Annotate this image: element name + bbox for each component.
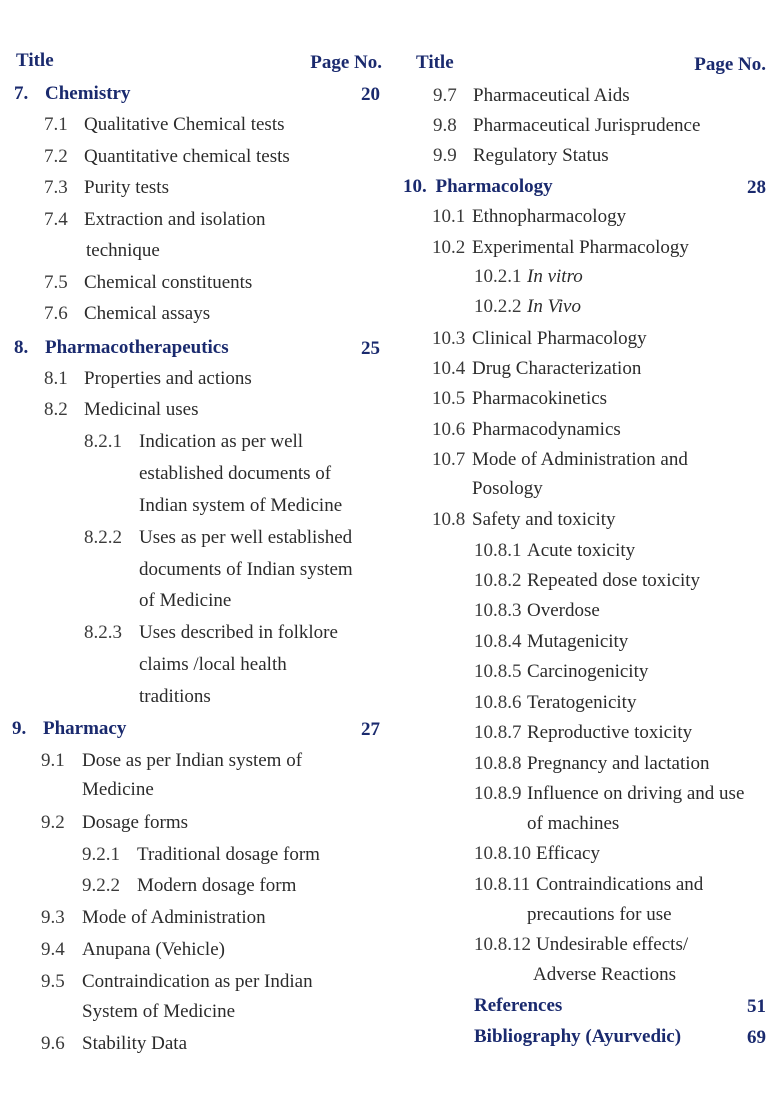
toc-entry[interactable] xyxy=(41,907,266,929)
toc-entry[interactable] xyxy=(474,661,648,683)
entry-number: 10.2 xyxy=(432,237,466,258)
entry-text: Pharmaceutical Jurisprudence xyxy=(473,115,701,136)
entry-text: Influence on driving and use xyxy=(527,783,745,804)
column-header-page: Page No. xyxy=(310,52,382,73)
toc-entry[interactable] xyxy=(474,783,744,805)
entry-text: Acute toxicity xyxy=(527,540,636,561)
entry-text: Stability Data xyxy=(82,1033,188,1054)
entry-number: 9.2.1 xyxy=(82,844,120,865)
toc-entry[interactable] xyxy=(44,146,290,168)
entry-text: Drug Characterization xyxy=(472,358,642,379)
entry-number: 10.4 xyxy=(432,358,466,379)
toc-entry[interactable] xyxy=(474,570,700,592)
toc-entry[interactable] xyxy=(432,419,621,441)
toc-entry[interactable] xyxy=(84,622,338,644)
entry-continuation: Medicine xyxy=(82,779,154,800)
entry-text: Repeated dose toxicity xyxy=(527,570,701,591)
entry-text: Mutagenicity xyxy=(527,631,629,652)
entry-continuation: Indian system of Medicine xyxy=(139,495,343,516)
entry-text: Reproductive toxicity xyxy=(527,722,693,743)
entry-text: Pharmacodynamics xyxy=(472,419,621,440)
toc-entry[interactable] xyxy=(474,631,628,653)
entry-number: 10.8.12 xyxy=(474,934,531,955)
entry-text: Uses as per well established xyxy=(139,527,353,548)
entry-number: 10.5 xyxy=(432,388,466,409)
section-title: Pharmacology xyxy=(435,176,553,197)
entry-text: Chemical assays xyxy=(84,303,211,324)
entry-number: 10.8.1 xyxy=(474,540,522,561)
toc-section-pharmacology[interactable] xyxy=(403,176,553,198)
section-title: Bibliography (Ayurvedic) xyxy=(474,1026,682,1047)
toc-entry[interactable] xyxy=(432,237,689,259)
entry-number: 9.4 xyxy=(41,939,65,960)
toc-entry[interactable] xyxy=(44,272,252,294)
entry-number: 10.1 xyxy=(432,206,466,227)
entry-text: Extraction and isolation xyxy=(84,209,266,230)
entry-text: In Vivo xyxy=(527,296,581,317)
toc-entry[interactable] xyxy=(432,206,626,228)
entry-continuation: System of Medicine xyxy=(82,1001,236,1022)
section-page-number: 69 xyxy=(747,1027,766,1048)
entry-text: Qualitative Chemical tests xyxy=(84,114,285,135)
entry-number: 10.2.1 xyxy=(474,266,522,287)
toc-entry[interactable] xyxy=(433,115,700,137)
entry-number: 9.2 xyxy=(41,812,65,833)
entry-text: Pharmacokinetics xyxy=(472,388,608,409)
entry-number: 9.9 xyxy=(433,145,457,166)
toc-entry[interactable] xyxy=(474,692,636,714)
section-title: Chemistry xyxy=(45,83,131,104)
entry-text: Quantitative chemical tests xyxy=(84,146,290,167)
entry-number: 9.2.2 xyxy=(82,875,120,896)
toc-entry[interactable] xyxy=(432,449,688,471)
toc-entry[interactable] xyxy=(474,296,581,318)
toc-entry[interactable] xyxy=(41,750,302,772)
entry-number: 8.1 xyxy=(44,368,68,389)
entry-text: Experimental Pharmacology xyxy=(472,237,689,258)
entry-text: Indication as per well xyxy=(139,431,304,452)
toc-entry[interactable] xyxy=(44,209,266,231)
toc-section-chemistry[interactable] xyxy=(14,83,130,105)
entry-text: Carcinogenicity xyxy=(527,661,649,682)
toc-entry[interactable] xyxy=(474,266,583,288)
entry-continuation: precautions for use xyxy=(527,904,672,925)
entry-number: 10.8.11 xyxy=(474,874,531,895)
toc-entry[interactable] xyxy=(41,1033,187,1055)
toc-entry[interactable] xyxy=(44,114,285,136)
entry-number: 7.1 xyxy=(44,114,68,135)
entry-text: In vitro xyxy=(527,266,583,287)
entry-text: Pharmaceutical Aids xyxy=(473,85,630,106)
entry-number: 10.8.2 xyxy=(474,570,522,591)
entry-number: 10.8 xyxy=(432,509,466,530)
entry-text: Regulatory Status xyxy=(473,145,609,166)
entry-continuation: technique xyxy=(86,240,160,261)
entry-number: 8.2.2 xyxy=(84,527,122,548)
entry-text: Traditional dosage form xyxy=(137,844,320,865)
entry-number: 9.6 xyxy=(41,1033,65,1054)
entry-number: 8.2 xyxy=(44,399,68,420)
column-header-title: Title xyxy=(416,52,454,73)
entry-text: Properties and actions xyxy=(84,368,252,389)
entry-number: 7.5 xyxy=(44,272,68,293)
section-title: References xyxy=(474,995,563,1016)
column-header-title: Title xyxy=(16,50,54,71)
section-page-number: 51 xyxy=(747,996,766,1017)
toc-entry[interactable] xyxy=(474,934,688,956)
entry-text: Contraindications and xyxy=(536,874,704,895)
entry-number: 10.8.4 xyxy=(474,631,522,652)
entry-text: Pregnancy and lactation xyxy=(527,753,710,774)
entry-continuation: documents of Indian system xyxy=(139,559,353,580)
section-number: 8. xyxy=(14,337,29,358)
entry-number: 9.1 xyxy=(41,750,65,771)
toc-entry[interactable] xyxy=(41,812,188,834)
entry-text: Purity tests xyxy=(84,177,169,198)
entry-text: Uses described in folklore xyxy=(139,622,338,643)
entry-text: Undesirable effects/ xyxy=(536,934,689,955)
entry-number: 7.4 xyxy=(44,209,68,230)
toc-entry[interactable] xyxy=(84,527,352,549)
entry-text: Clinical Pharmacology xyxy=(472,328,647,349)
entry-number: 7.6 xyxy=(44,303,68,324)
toc-entry[interactable] xyxy=(44,399,199,421)
section-page-number: 20 xyxy=(361,84,380,105)
entry-number: 9.7 xyxy=(433,85,457,106)
entry-number: 10.7 xyxy=(432,449,466,470)
toc-section-bibliography[interactable] xyxy=(474,1026,681,1048)
entry-text: Contraindication as per Indian xyxy=(82,971,313,992)
section-page-number: 25 xyxy=(361,338,380,359)
column-header-page: Page No. xyxy=(694,54,766,75)
entry-continuation: of machines xyxy=(527,813,620,834)
entry-continuation: traditions xyxy=(139,686,211,707)
entry-text: Teratogenicity xyxy=(527,692,637,713)
toc-entry[interactable] xyxy=(432,388,607,410)
entry-continuation: Adverse Reactions xyxy=(533,964,676,985)
entry-number: 10.8.9 xyxy=(474,783,522,804)
entry-number: 10.8.8 xyxy=(474,753,522,774)
entry-number: 10.8.5 xyxy=(474,661,522,682)
entry-text: Ethnopharmacology xyxy=(472,206,627,227)
entry-continuation: of Medicine xyxy=(139,590,232,611)
toc-entry[interactable] xyxy=(41,971,313,993)
toc-entry[interactable] xyxy=(474,600,600,622)
entry-continuation: claims /local health xyxy=(139,654,287,675)
entry-number: 9.5 xyxy=(41,971,65,992)
section-number: 7. xyxy=(14,83,29,104)
entry-text: Chemical constituents xyxy=(84,272,253,293)
toc-entry[interactable] xyxy=(432,358,641,380)
toc-entry[interactable] xyxy=(474,874,703,896)
toc-entry[interactable] xyxy=(84,431,303,453)
toc-entry[interactable] xyxy=(41,939,225,961)
entry-number: 8.2.1 xyxy=(84,431,122,452)
section-number: 10. xyxy=(403,176,427,197)
toc-entry[interactable] xyxy=(44,177,169,199)
toc-entry[interactable] xyxy=(474,540,635,562)
entry-text: Efficacy xyxy=(536,843,600,864)
entry-text: Medicinal uses xyxy=(84,399,199,420)
entry-number: 9.8 xyxy=(433,115,457,136)
entry-number: 10.8.7 xyxy=(474,722,522,743)
entry-text: Dosage forms xyxy=(82,812,189,833)
entry-text: Mode of Administration xyxy=(82,907,266,928)
toc-entry[interactable] xyxy=(474,843,600,865)
section-page-number: 28 xyxy=(747,177,766,198)
toc-entry[interactable] xyxy=(82,844,320,866)
toc-entry[interactable] xyxy=(432,328,647,350)
entry-number: 7.2 xyxy=(44,146,68,167)
entry-text: Safety and toxicity xyxy=(472,509,616,530)
toc-entry[interactable] xyxy=(474,753,710,775)
toc-entry[interactable] xyxy=(44,303,210,325)
entry-text: Modern dosage form xyxy=(137,875,297,896)
toc-entry[interactable] xyxy=(44,368,252,390)
section-title: Pharmacotherapeutics xyxy=(45,337,229,358)
entry-continuation: Posology xyxy=(472,478,543,499)
toc-section-pharmacotherapeutics[interactable] xyxy=(14,337,229,359)
toc-entry[interactable] xyxy=(433,85,630,107)
section-page-number: 27 xyxy=(361,719,380,740)
entry-text: Mode of Administration and xyxy=(472,449,688,470)
toc-entry[interactable] xyxy=(474,722,692,744)
entry-text: Overdose xyxy=(527,600,600,621)
toc-entry[interactable] xyxy=(432,509,616,531)
section-title: Pharmacy xyxy=(43,718,127,739)
toc-section-references[interactable] xyxy=(474,995,562,1017)
toc-entry[interactable] xyxy=(82,875,296,897)
toc-entry[interactable] xyxy=(433,145,609,167)
entry-number: 8.2.3 xyxy=(84,622,122,643)
toc-section-pharmacy[interactable] xyxy=(12,718,126,740)
entry-text: Dose as per Indian system of xyxy=(82,750,303,771)
entry-continuation: established documents of xyxy=(139,463,332,484)
entry-number: 10.2.2 xyxy=(474,296,522,317)
entry-number: 10.3 xyxy=(432,328,466,349)
section-number: 9. xyxy=(12,718,27,739)
entry-number: 10.8.10 xyxy=(474,843,531,864)
entry-number: 10.8.3 xyxy=(474,600,522,621)
entry-number: 10.6 xyxy=(432,419,466,440)
entry-text: Anupana (Vehicle) xyxy=(82,939,225,960)
entry-number: 7.3 xyxy=(44,177,68,198)
entry-number: 10.8.6 xyxy=(474,692,522,713)
entry-number: 9.3 xyxy=(41,907,65,928)
